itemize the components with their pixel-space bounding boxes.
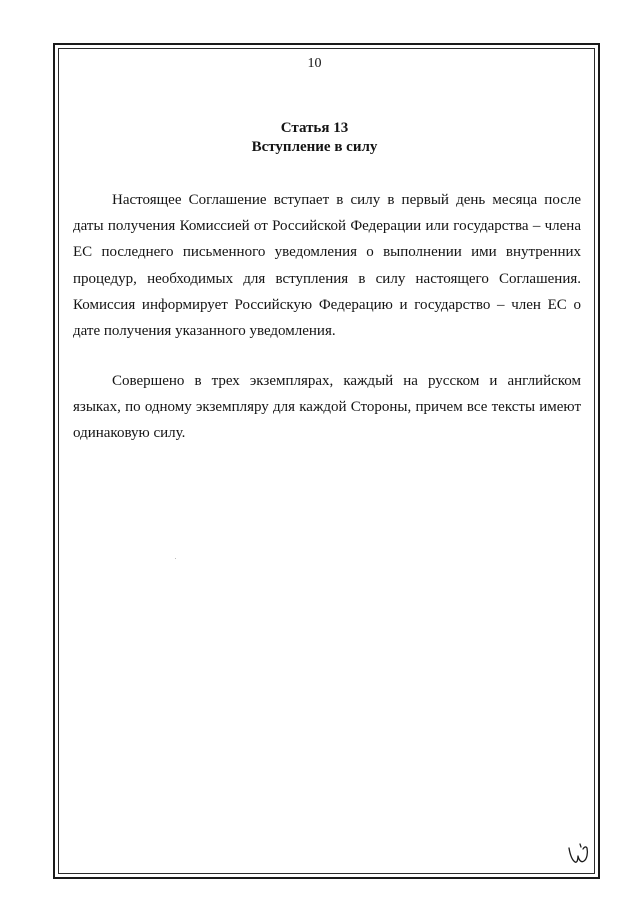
article-title: Статья 13 [280,120,349,136]
article-paragraph-done-in-copies: Совершено в трех экземплярах, каждый на русском и английском языках, по одному экземпляру для каждой Стороны, причем все тексты имеют одинаковую силу. [73,373,581,442]
page-border-inner [58,48,595,874]
scan-speck [175,558,176,559]
article-subtitle: Вступление в силу [251,139,378,155]
article-paragraph-entry-into-force: Настоящее Соглашение вступает в силу в первый день месяца после даты получения Комиссией от Российской Федерации или государства – члена ЕС последнего письменного уведомления о выполнении ими внутренних процедур, необходимых для вступления в силу настоящего Соглашения. Комиссия информирует Российскую Федерацию и государство – член ЕС о дате получения указанного уведомления. [73,192,581,340]
handwritten-initials-icon [566,840,592,868]
page-number: 10 [307,56,322,71]
